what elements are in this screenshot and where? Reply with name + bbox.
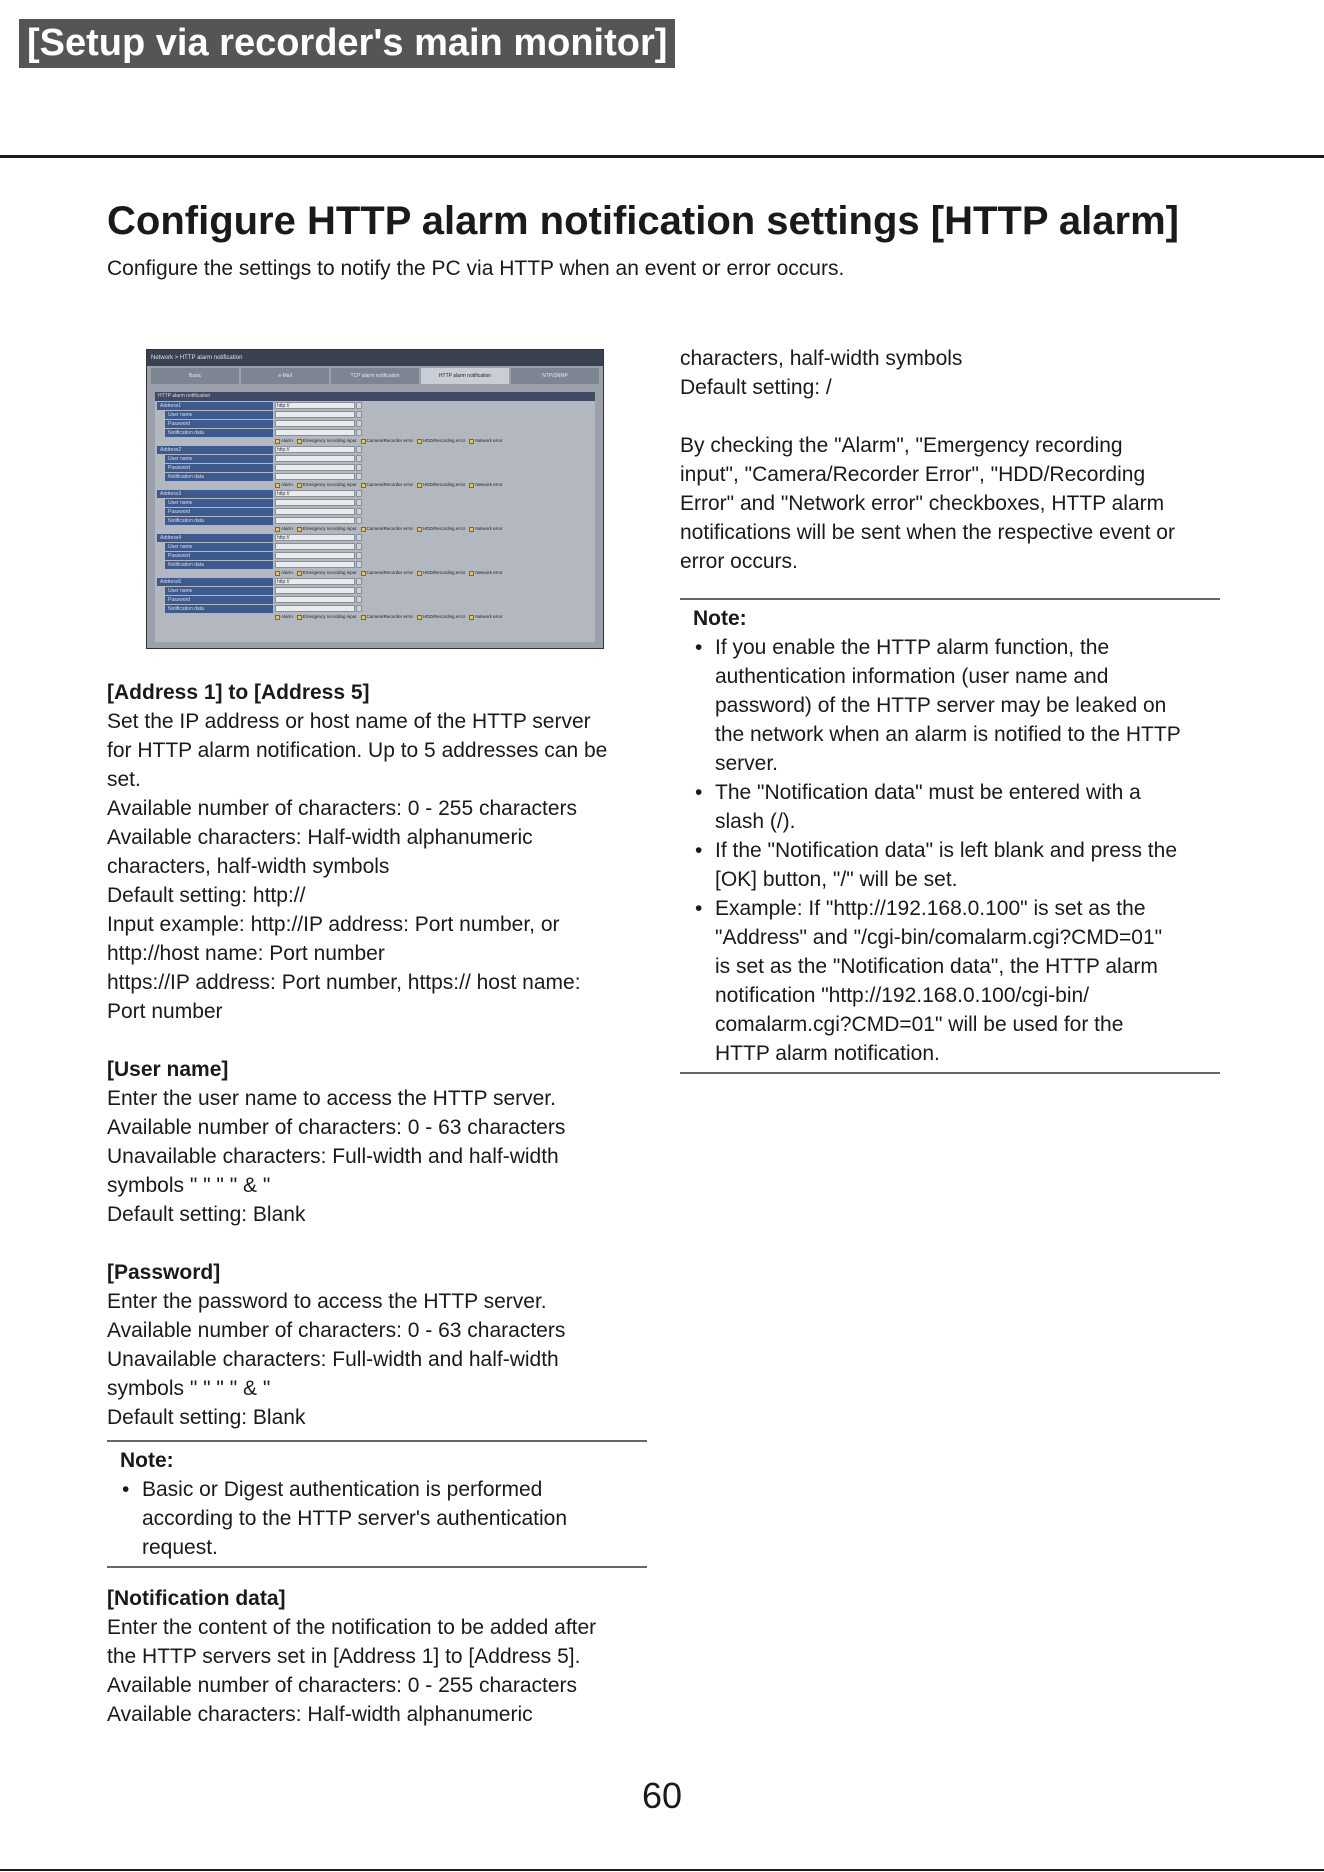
text-line: Default setting: Blank <box>107 1203 306 1226</box>
screenshot-field-button <box>356 464 362 471</box>
screenshot-checkbox-label: HDD/Recording error <box>423 438 466 443</box>
screenshot-row-field <box>275 543 355 550</box>
note-box-left <box>107 1440 647 1568</box>
screenshot-checkbox <box>417 570 465 576</box>
screenshot-tab-basic: Basic <box>151 368 239 384</box>
text-line: comalarm.cgi?CMD=01" will be used for the <box>715 1013 1124 1036</box>
checkbox-icon <box>361 527 366 532</box>
username-heading: [User name] <box>107 1058 229 1081</box>
text-line: authentication information (user name and <box>715 665 1109 688</box>
screenshot-checkbox-row <box>275 570 503 576</box>
text-line: https://IP address: Port number, https:// host name: <box>107 971 581 994</box>
screenshot-field-button <box>356 499 362 506</box>
text-line: symbols " " " " & " <box>107 1377 271 1400</box>
screenshot-checkbox-label: Emergency recording input <box>302 614 357 619</box>
screenshot-checkbox-label: Alarm <box>281 438 293 443</box>
screenshot-checkbox-row <box>275 438 503 444</box>
screenshot-tab-ntp-snmp: NTP/SNMP <box>511 368 599 384</box>
screenshot-tab-email: e-Mail <box>241 368 329 384</box>
text-line: • The "Notification data" must be entered with a <box>715 781 1141 804</box>
screenshot-checkbox <box>297 526 357 532</box>
screenshot-address-field: http:// <box>275 402 355 409</box>
text-line: Available number of characters: 0 - 63 characters <box>107 1116 566 1139</box>
screenshot-checkbox <box>297 438 357 444</box>
screenshot-address-label: Address3 <box>157 490 273 498</box>
screenshot-address-field: http:// <box>275 578 355 585</box>
screenshot-checkbox <box>469 526 502 532</box>
checkbox-icon <box>361 615 366 620</box>
screenshot-address-block <box>155 534 595 577</box>
screenshot-row-field <box>275 429 355 436</box>
checkbox-icon <box>469 439 474 444</box>
text-line: Set the IP address or host name of the HTTP server <box>107 710 591 733</box>
screenshot-checkbox-label: HDD/Recording error <box>423 526 466 531</box>
checkbox-icon <box>297 439 302 444</box>
text-line: request. <box>142 1536 218 1559</box>
screenshot-row-label: Password <box>165 596 273 604</box>
checkbox-icon <box>417 527 422 532</box>
screenshot-checkbox <box>297 614 357 620</box>
checkbox-icon <box>275 615 280 620</box>
text-line: http://host name: Port number <box>107 942 385 965</box>
screenshot-row-field <box>275 464 355 471</box>
screenshot-row-label: Password <box>165 420 273 428</box>
screenshot-row-label: User name <box>165 455 273 463</box>
checkbox-icon <box>417 483 422 488</box>
page-title: Configure HTTP alarm notification settings [HTTP alarm] <box>107 199 1179 243</box>
note-bullet <box>693 778 1220 836</box>
text-line: • If you enable the HTTP alarm function, the <box>715 636 1110 659</box>
screenshot-checkbox-label: Emergency recording input <box>302 526 357 531</box>
screenshot-row-label: Notification data <box>165 429 273 437</box>
screenshot-row-label: User name <box>165 411 273 419</box>
screenshot-row-label: Password <box>165 508 273 516</box>
text-line: Unavailable characters: Full-width and half-width <box>107 1348 559 1371</box>
text-line: Default setting: http:// <box>107 884 306 907</box>
checkbox-icon <box>297 615 302 620</box>
note-title: Note: <box>693 607 747 630</box>
screenshot-checkbox-label: Network error <box>475 438 503 443</box>
screenshot-address-label: Address4 <box>157 534 273 542</box>
text-line: • If the "Notification data" is left blank and press the <box>715 839 1177 862</box>
screenshot-checkbox <box>469 482 502 488</box>
screenshot-checkbox-label: HDD/Recording error <box>423 614 466 619</box>
screenshot-row-label: Notification data <box>165 473 273 481</box>
screenshot-row-label: Password <box>165 552 273 560</box>
text-line: Enter the password to access the HTTP server. <box>107 1290 547 1313</box>
screenshot-row-label: Notification data <box>165 561 273 569</box>
screenshot-checkbox-label: Emergency recording input <box>302 438 357 443</box>
screenshot-field-button <box>356 534 362 541</box>
note-bullet <box>120 1475 647 1562</box>
text-line: Available characters: Half-width alphanumeric <box>107 1703 533 1726</box>
screenshot-field-button <box>356 402 362 409</box>
notification-data-description <box>107 1613 647 1729</box>
text-line: error occurs. <box>680 550 798 573</box>
screenshot-field-button <box>356 517 362 524</box>
screenshot-address-field: http:// <box>275 490 355 497</box>
header-rule <box>0 155 1324 158</box>
text-line: according to the HTTP server's authentication <box>142 1507 568 1530</box>
screenshot-checkbox <box>417 526 465 532</box>
text-line: Input example: http://IP address: Port number, or <box>107 913 560 936</box>
screenshot-checkbox <box>275 526 293 532</box>
text-line: Available characters: Half-width alphanumeric <box>107 826 533 849</box>
text-line: notification "http://192.168.0.100/cgi-bin/ <box>715 984 1090 1007</box>
screenshot-field-button <box>356 561 362 568</box>
screenshot-checkbox-label: Network error <box>475 614 503 619</box>
username-description <box>107 1084 647 1229</box>
screenshot-field-button <box>356 490 362 497</box>
note-title: Note: <box>120 1449 174 1472</box>
text-line: Default setting: Blank <box>107 1406 306 1429</box>
screenshot-row-field <box>275 499 355 506</box>
screenshot-checkbox <box>469 570 502 576</box>
screenshot-field-button <box>356 596 362 603</box>
screenshot-row-label: User name <box>165 587 273 595</box>
note-bullet <box>693 836 1220 894</box>
text-line: symbols " " " " & " <box>107 1174 271 1197</box>
checkbox-icon <box>361 571 366 576</box>
checkbox-icon <box>469 527 474 532</box>
checkbox-icon <box>297 571 302 576</box>
screenshot-row-field <box>275 455 355 462</box>
checkbox-icon <box>469 571 474 576</box>
screenshot-checkbox-label: Camera/Recorder error <box>366 482 414 487</box>
text-line: • Example: If "http://192.168.0.100" is set as the <box>715 897 1146 920</box>
footer-rule <box>0 1869 1324 1871</box>
text-line: Enter the user name to access the HTTP server. <box>107 1087 556 1110</box>
screenshot-checkbox-label: Network error <box>475 526 503 531</box>
screenshot-checkbox <box>275 614 293 620</box>
screenshot-address-field: http:// <box>275 446 355 453</box>
screenshot-tab-http-alarm: HTTP alarm notification <box>421 368 509 384</box>
screenshot-field-button <box>356 587 362 594</box>
text-line: the HTTP servers set in [Address 1] to [Address 5]. <box>107 1645 581 1668</box>
screenshot-checkbox <box>361 482 414 488</box>
screenshot-checkbox-label: Emergency recording input <box>302 482 357 487</box>
screenshot-checkbox <box>297 482 357 488</box>
screenshot-row-label: Password <box>165 464 273 472</box>
screenshot-checkbox <box>361 438 414 444</box>
text-line: input", "Camera/Recorder Error", "HDD/Recording <box>680 463 1146 486</box>
screenshot-panel-title: HTTP alarm notification <box>155 392 595 401</box>
checkbox-icon <box>469 483 474 488</box>
screenshot-checkbox <box>417 438 465 444</box>
text-line: By checking the "Alarm", "Emergency recording <box>680 434 1123 457</box>
text-line: Available number of characters: 0 - 255 characters <box>107 797 578 820</box>
screenshot-address-block <box>155 490 595 533</box>
text-line: HTTP alarm notification. <box>715 1042 940 1065</box>
screenshot-row-field <box>275 473 355 480</box>
screenshot-address-field: http:// <box>275 534 355 541</box>
screenshot-checkbox-label: Network error <box>475 570 503 575</box>
screenshot-checkbox <box>417 482 465 488</box>
screenshot-checkbox <box>469 614 502 620</box>
screenshot-address-label: Address1 <box>157 402 273 410</box>
screenshot-checkbox <box>469 438 502 444</box>
text-line: server. <box>715 752 779 775</box>
settings-screenshot <box>146 349 604 649</box>
screenshot-checkbox <box>361 570 414 576</box>
screenshot-checkbox-label: Camera/Recorder error <box>366 438 414 443</box>
checkbox-icon <box>417 571 422 576</box>
screenshot-row-field <box>275 561 355 568</box>
screenshot-checkbox-label: Network error <box>475 482 503 487</box>
screenshot-tab-tcp-alarm: TCP alarm notification <box>331 368 419 384</box>
screenshot-row-field <box>275 420 355 427</box>
text-line: Port number <box>107 1000 223 1023</box>
screenshot-field-button <box>356 446 362 453</box>
screenshot-checkbox-label: Camera/Recorder error <box>366 570 414 575</box>
text-line: the network when an alarm is notified to the HTTP <box>715 723 1181 746</box>
checkbox-icon <box>275 571 280 576</box>
text-line: Enter the content of the notification to be added after <box>107 1616 597 1639</box>
text-line: Unavailable characters: Full-width and half-width <box>107 1145 559 1168</box>
screenshot-checkbox-label: Camera/Recorder error <box>366 526 414 531</box>
text-line: "Address" and "/cgi-bin/comalarm.cgi?CMD=01" <box>715 926 1163 949</box>
checkbox-explanation <box>680 431 1220 576</box>
screenshot-address-block <box>155 578 595 621</box>
checkbox-icon <box>275 483 280 488</box>
screenshot-breadcrumb: Network > HTTP alarm notification <box>147 350 603 366</box>
address-description <box>107 707 647 1026</box>
address-heading: [Address 1] to [Address 5] <box>107 681 370 704</box>
screenshot-checkbox-label: Emergency recording input <box>302 570 357 575</box>
screenshot-address-block <box>155 446 595 489</box>
text-line: characters, half-width symbols <box>107 855 390 878</box>
screenshot-checkbox <box>275 570 293 576</box>
screenshot-row-field <box>275 517 355 524</box>
text-line: Available number of characters: 0 - 63 characters <box>107 1319 566 1342</box>
note-bullet <box>693 894 1220 1068</box>
screenshot-field-button <box>356 578 362 585</box>
text-line: characters, half-width symbols <box>680 347 963 370</box>
note-bullet <box>693 633 1220 778</box>
screenshot-row-label: User name <box>165 543 273 551</box>
screenshot-field-button <box>356 605 362 612</box>
text-line: Error" and "Network error" checkboxes, HTTP alarm <box>680 492 1165 515</box>
text-line: for HTTP alarm notification. Up to 5 addresses can be <box>107 739 608 762</box>
screenshot-checkbox <box>275 482 293 488</box>
screenshot-row-label: Notification data <box>165 517 273 525</box>
left-column <box>107 678 647 1729</box>
screenshot-field-button <box>356 473 362 480</box>
screenshot-row-field <box>275 605 355 612</box>
screenshot-row-field <box>275 552 355 559</box>
screenshot-checkbox-label: Alarm <box>281 570 293 575</box>
checkbox-icon <box>297 483 302 488</box>
screenshot-tabs <box>147 368 603 384</box>
screenshot-checkbox <box>361 526 414 532</box>
screenshot-address-label: Address2 <box>157 446 273 454</box>
screenshot-row-label: Notification data <box>165 605 273 613</box>
screenshot-address-block <box>155 402 595 445</box>
screenshot-checkbox-label: Camera/Recorder error <box>366 614 414 619</box>
checkbox-icon <box>417 439 422 444</box>
notification-data-heading: [Notification data] <box>107 1587 286 1610</box>
screenshot-checkbox <box>275 438 293 444</box>
screenshot-address-label: Address5 <box>157 578 273 586</box>
screenshot-checkbox <box>361 614 414 620</box>
screenshot-row-field <box>275 596 355 603</box>
screenshot-checkbox <box>297 570 357 576</box>
screenshot-field-button <box>356 420 362 427</box>
screenshot-checkbox-label: HDD/Recording error <box>423 570 466 575</box>
screenshot-checkbox-label: Alarm <box>281 482 293 487</box>
screenshot-checkbox-row <box>275 614 503 620</box>
text-line: • Basic or Digest authentication is performed <box>142 1478 543 1501</box>
checkbox-icon <box>417 615 422 620</box>
screenshot-checkbox-row <box>275 526 503 532</box>
screenshot-field-button <box>356 508 362 515</box>
text-line: set. <box>107 768 141 791</box>
checkbox-icon <box>275 527 280 532</box>
note-box-right <box>680 598 1220 1074</box>
checkbox-icon <box>361 439 366 444</box>
page-subtitle: Configure the settings to notify the PC via HTTP when an event or error occurs. <box>107 257 845 280</box>
screenshot-row-label: User name <box>165 499 273 507</box>
screenshot-panel <box>155 392 595 642</box>
right-column <box>680 344 1220 1074</box>
notification-data-continued <box>680 344 1220 402</box>
screenshot-checkbox-row <box>275 482 503 488</box>
screenshot-checkbox-label: Alarm <box>281 526 293 531</box>
text-line: [OK] button, "/" will be set. <box>715 868 958 891</box>
text-line: is set as the "Notification data", the HTTP alarm <box>715 955 1158 978</box>
screenshot-row-field <box>275 587 355 594</box>
screenshot-row-field <box>275 508 355 515</box>
checkbox-icon <box>361 483 366 488</box>
screenshot-field-button <box>356 543 362 550</box>
text-line: Available number of characters: 0 - 255 characters <box>107 1674 578 1697</box>
screenshot-checkbox <box>417 614 465 620</box>
text-line: slash (/). <box>715 810 796 833</box>
screenshot-row-field <box>275 411 355 418</box>
checkbox-icon <box>297 527 302 532</box>
text-line: password) of the HTTP server may be leaked on <box>715 694 1167 717</box>
section-tag: [Setup via recorder's main monitor] <box>19 19 675 68</box>
screenshot-checkbox-label: HDD/Recording error <box>423 482 466 487</box>
screenshot-field-button <box>356 411 362 418</box>
screenshot-checkbox-label: Alarm <box>281 614 293 619</box>
text-line: Default setting: / <box>680 376 832 399</box>
password-description <box>107 1287 647 1432</box>
screenshot-field-button <box>356 455 362 462</box>
password-heading: [Password] <box>107 1261 221 1284</box>
screenshot-field-button <box>356 552 362 559</box>
checkbox-icon <box>275 439 280 444</box>
checkbox-icon <box>469 615 474 620</box>
page-number: 60 <box>641 1775 683 1816</box>
screenshot-field-button <box>356 429 362 436</box>
text-line: notifications will be sent when the respective event or <box>680 521 1175 544</box>
